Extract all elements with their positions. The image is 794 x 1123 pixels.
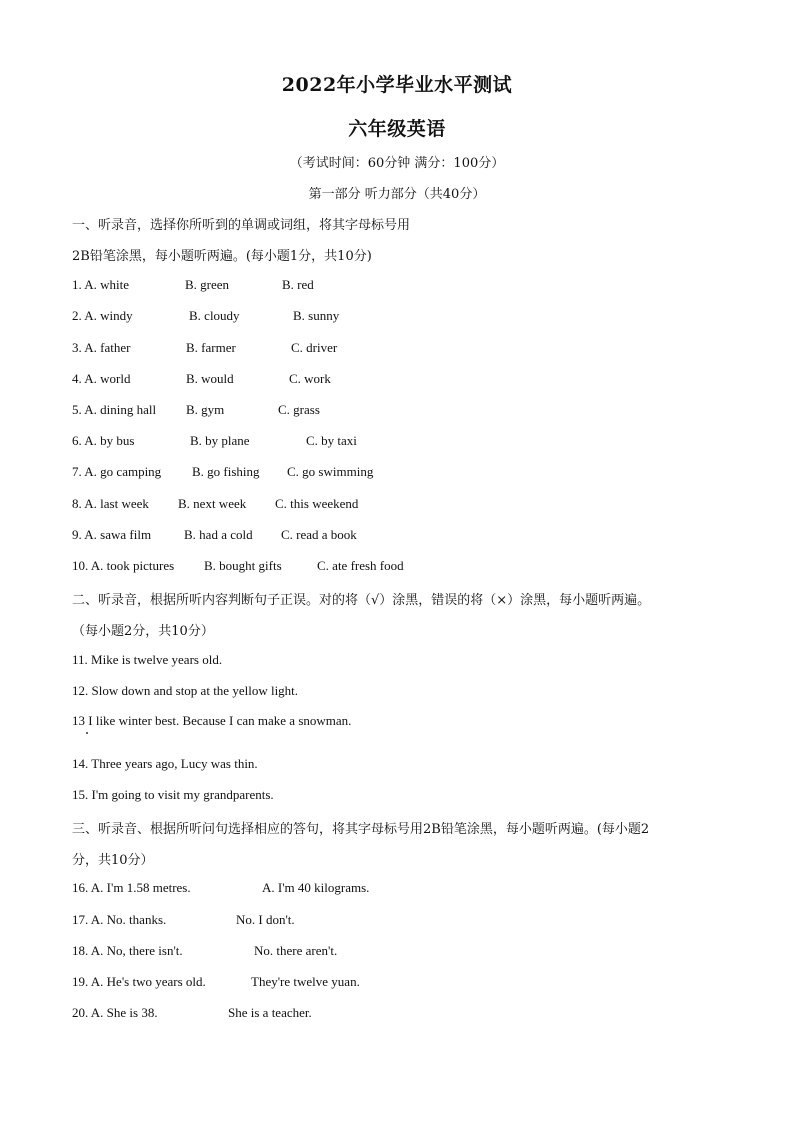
- option-c: C. ate fresh food: [317, 558, 404, 573]
- judgement-item: 12. Slow down and stop at the yellow light.: [72, 683, 299, 698]
- judgement-item: 15. I'm going to visit my grandparents.: [72, 787, 274, 802]
- option-b: B. gym: [186, 402, 225, 417]
- option-c: C. read a book: [281, 527, 357, 542]
- option-a: 3. A. father: [72, 340, 131, 355]
- answer-b: They're twelve yuan.: [251, 974, 360, 989]
- section1-instruction-line2: 2B铅笔涂黑，每小题听两遍。(每小题1分，共10分): [72, 249, 372, 264]
- option-a: 6. A. by bus: [72, 433, 135, 448]
- answer-b: A. I'm 40 kilograms.: [262, 880, 370, 895]
- option-b: B. go fishing: [192, 464, 260, 479]
- option-c: B. sunny: [293, 308, 340, 323]
- answer-a: 20. A. She is 38.: [72, 1005, 158, 1020]
- section1-instruction-line1: 一、听录音，选择你所听到的单调或词组，将其字母标号用: [72, 218, 411, 233]
- option-a: 4. A. world: [72, 371, 131, 386]
- option-a: 1. A. white: [72, 277, 130, 292]
- option-c: C. grass: [278, 402, 320, 417]
- exam-title: 2022年小学毕业水平测试: [281, 74, 513, 96]
- exam-info: （考试时间：60分钟 满分：100分）: [289, 156, 505, 171]
- option-a: 2. A. windy: [72, 308, 133, 323]
- option-b: B. cloudy: [189, 308, 240, 323]
- section3-instruction-line2: 分，共10分）: [72, 853, 154, 868]
- option-c: C. go swimming: [287, 464, 374, 479]
- answer-a: 16. A. I'm 1.58 metres.: [72, 880, 191, 895]
- answer-a: 17. A. No. thanks.: [72, 912, 167, 927]
- option-c: C. driver: [291, 340, 338, 355]
- option-b: B. would: [186, 371, 234, 386]
- option-c: C. by taxi: [306, 433, 357, 448]
- section2-instruction-line2: （每小题2分，共10分）: [72, 624, 214, 639]
- option-a: 5. A. dining hall: [72, 402, 157, 417]
- option-c: C. this weekend: [275, 496, 359, 511]
- option-b: B. by plane: [190, 433, 250, 448]
- judgement-item: 13 I like winter best. Because I can make a snowman.: [72, 713, 352, 728]
- answer-a: 18. A. No, there isn't.: [72, 943, 183, 958]
- option-b: B. green: [185, 277, 230, 292]
- answer-b: No. there aren't.: [254, 943, 338, 958]
- judgement-item: 11. Mike is twelve years old.: [72, 652, 223, 667]
- section2-instruction-line1: 二、听录音，根据所听内容判断句子正误。对的将（√）涂黑，错误的将（×）涂黑，每小题听两遍。: [72, 593, 651, 608]
- option-a: 10. A. took pictures: [72, 558, 175, 573]
- exam-subtitle: 六年级英语: [348, 118, 446, 140]
- answer-b: She is a teacher.: [228, 1005, 312, 1020]
- option-b: B. farmer: [186, 340, 236, 355]
- option-b: B. had a cold: [184, 527, 253, 542]
- option-b: B. next week: [178, 496, 247, 511]
- option-c: C. work: [289, 371, 331, 386]
- answer-b: No. I don't.: [236, 912, 295, 927]
- answer-a: 19. A. He's two years old.: [72, 974, 206, 989]
- stray-dot-mark: [86, 732, 88, 734]
- part-one-heading: 第一部分 听力部分（共40分）: [308, 187, 486, 202]
- option-b: B. bought gifts: [204, 558, 282, 573]
- judgement-item: 14. Three years ago, Lucy was thin.: [72, 756, 258, 771]
- section3-instruction-line1: 三、听录音、根据所听问句选择相应的答句，将其字母标号用2B铅笔涂黑，每小题听两遍。(每小题2: [72, 822, 650, 837]
- option-a: 7. A. go camping: [72, 464, 162, 479]
- option-c: B. red: [282, 277, 314, 292]
- option-a: 8. A. last week: [72, 496, 149, 511]
- option-a: 9. A. sawa film: [72, 527, 152, 542]
